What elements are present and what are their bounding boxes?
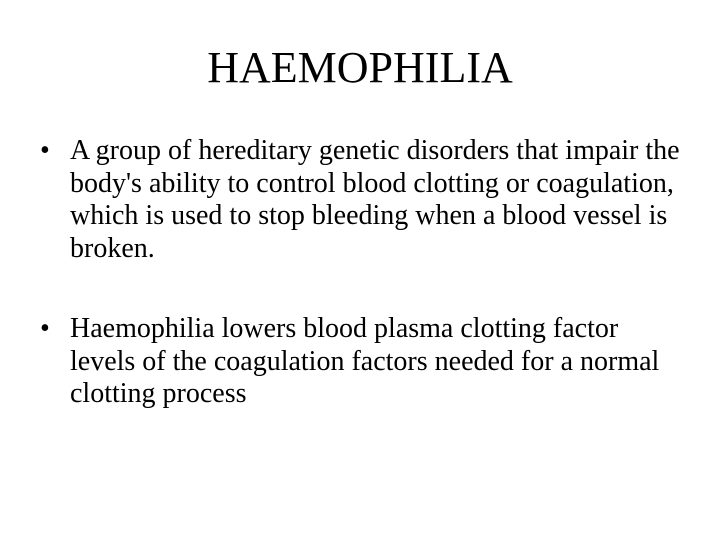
bullet-text: A group of hereditary genetic disorders that impair the body's ability to control blood clotting or coagulation, which is used to stop bleeding when a blood vessel is broken. [70, 135, 680, 264]
slide-title: HAEMOPHILIA [207, 43, 513, 92]
bullet-item [40, 135, 680, 265]
bullet-list [40, 135, 680, 411]
bullet-icon: • [40, 135, 50, 166]
bullet-item [40, 313, 680, 411]
bullet-text: Haemophilia lowers blood plasma clotting factor levels of the coagulation factors needed for a normal clotting process [70, 313, 660, 409]
bullet-icon: • [40, 313, 50, 344]
